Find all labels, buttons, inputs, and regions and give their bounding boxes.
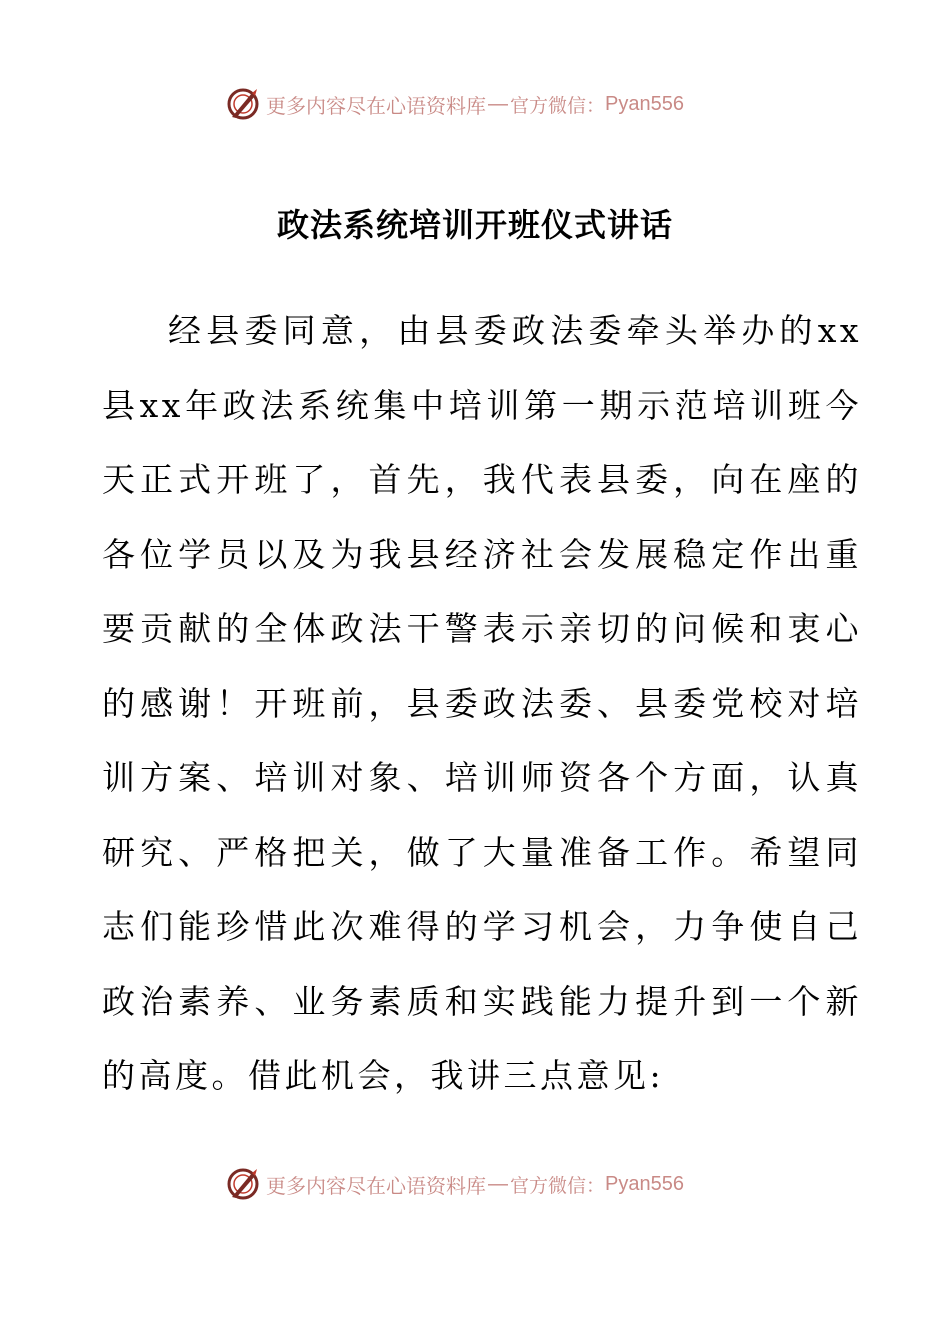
banner-dash: — (488, 92, 508, 115)
quill-logo-icon (226, 87, 260, 121)
body-paragraph: 经县委同意，由县委政法委牵头举办的xx县xx年政法系统集中培训第一期示范培训班今天正式开班了，首先，我代表县委，向在座的各位学员以及为我县经济社会发展稳定作出重要贡献的全体政法干警表示亲切的问候和衷心的感谢！开班前，县委政法委、县委党校对培训方案、培训对象、培训师资各个方面，认真研究、严格把关，做了大量准备工作。希望同志们能珍惜此次难得的学习机会，力争使自己政治素养、业务素质和实践能力提升到一个新的高度。借此机会，我讲三点意见: (102, 311, 862, 1095)
banner-text: 更多内容尽在心语资料库 (266, 93, 486, 118)
banner-wechat-id: Pyan556 (605, 92, 684, 115)
banner-text: 更多内容尽在心语资料库 (266, 1173, 486, 1198)
banner-wechat-label: 官方微信： (510, 94, 606, 117)
footer-watermark-banner (226, 1164, 684, 1204)
banner-dash: — (488, 1172, 508, 1195)
banner-wechat-id: Pyan556 (605, 1172, 684, 1195)
header-watermark-banner (226, 84, 684, 124)
quill-logo-icon (226, 1167, 260, 1201)
document-title: 政法系统培训开班仪式讲话 (276, 206, 673, 244)
banner-wechat-label: 官方微信： (510, 1174, 606, 1197)
